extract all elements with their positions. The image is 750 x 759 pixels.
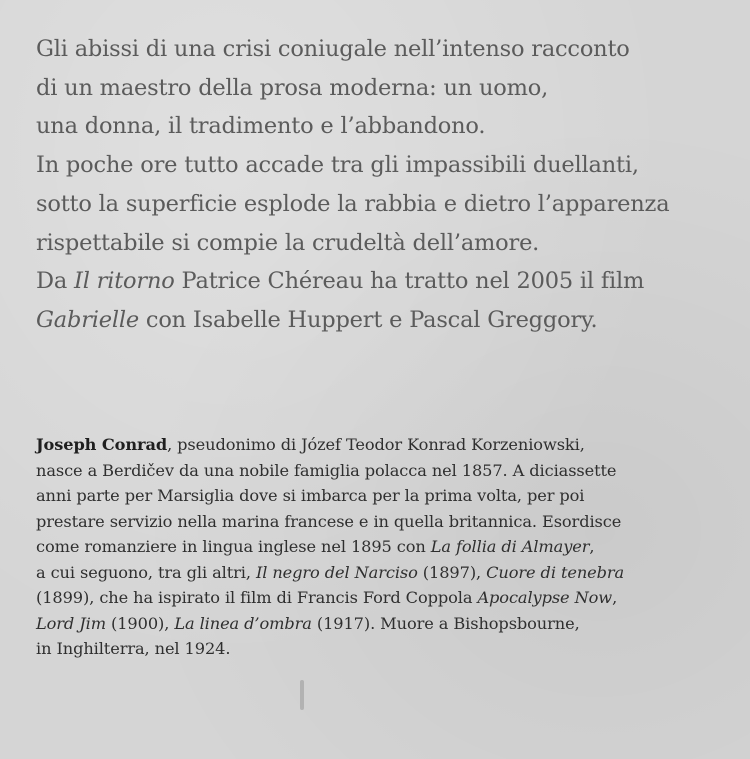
book-title: Lord Jim [36, 613, 106, 633]
bio-text: (1897), [417, 562, 487, 582]
book-title: La linea d’ombra [174, 613, 312, 633]
book-title: La follia di Almayer [430, 537, 590, 556]
book-title: Il negro del Narciso [255, 562, 418, 582]
bio-line: prestare servizio nella marina francese e in quella britannica. Esordisce [36, 511, 622, 531]
film-title-gabrielle: Gabrielle [36, 306, 139, 333]
bio-line [36, 560, 741, 586]
book-title-il-ritorno: Il ritorno [74, 268, 175, 295]
author-name: Joseph Conrad [36, 435, 168, 454]
bio-text: a cui seguono, tra gli altri, [36, 562, 256, 582]
bio-text: (1900), [105, 613, 175, 633]
bio-text: (1899), che ha ispirato il film di Francis Ford Coppola [36, 588, 478, 607]
blurb-line: Gli abissi di una crisi coniugale nell’intenso racconto [36, 36, 630, 62]
blurb-line [36, 301, 741, 340]
blurb-line: una donna, il tradimento e l’abbandono. [36, 113, 486, 140]
blurb-text: Patrice Chéreau ha tratto nel 2005 il film [174, 268, 645, 295]
blurb-text: con Isabelle Huppert e Pascal Greggory. [138, 306, 598, 333]
bio-line [36, 432, 741, 458]
bio-text: (1917). Muore a Bishopsbourne, [311, 613, 580, 633]
bio-text: come romanziere in lingua inglese nel 1895 con [36, 537, 431, 556]
blurb-text: Da [36, 268, 75, 295]
blurb-line: di un maestro della prosa moderna: un uomo, [36, 74, 549, 101]
author-biography [36, 432, 741, 662]
blurb-line [36, 262, 741, 301]
book-title: Cuore di tenebra [486, 562, 625, 582]
bio-line [36, 585, 741, 611]
bio-text: , [612, 588, 618, 607]
bio-text: , [589, 537, 595, 556]
bio-line [36, 611, 741, 637]
blurb-line: sotto la superficie esplode la rabbia e dietro l’apparenza [36, 190, 670, 217]
bio-line: anni parte per Marsiglia dove si imbarca per la prima volta, per poi [36, 486, 585, 505]
blurb-line: rispettabile si compie la crudeltà dell’amore. [36, 229, 540, 256]
bio-line: in Inghilterra, nel 1924. [36, 639, 231, 658]
bio-text: , pseudonimo di Józef Teodor Konrad Korzeniowski, [167, 435, 585, 454]
bio-line [36, 534, 741, 560]
blurb-line: In poche ore tutto accade tra gli impassibili duellanti, [36, 152, 639, 179]
book-blurb [36, 30, 741, 340]
film-title: Apocalypse Now [477, 588, 613, 607]
bio-line: nasce a Berdičev da una nobile famiglia polacca nel 1857. A diciassette [36, 460, 617, 480]
paper-speck [300, 680, 304, 710]
